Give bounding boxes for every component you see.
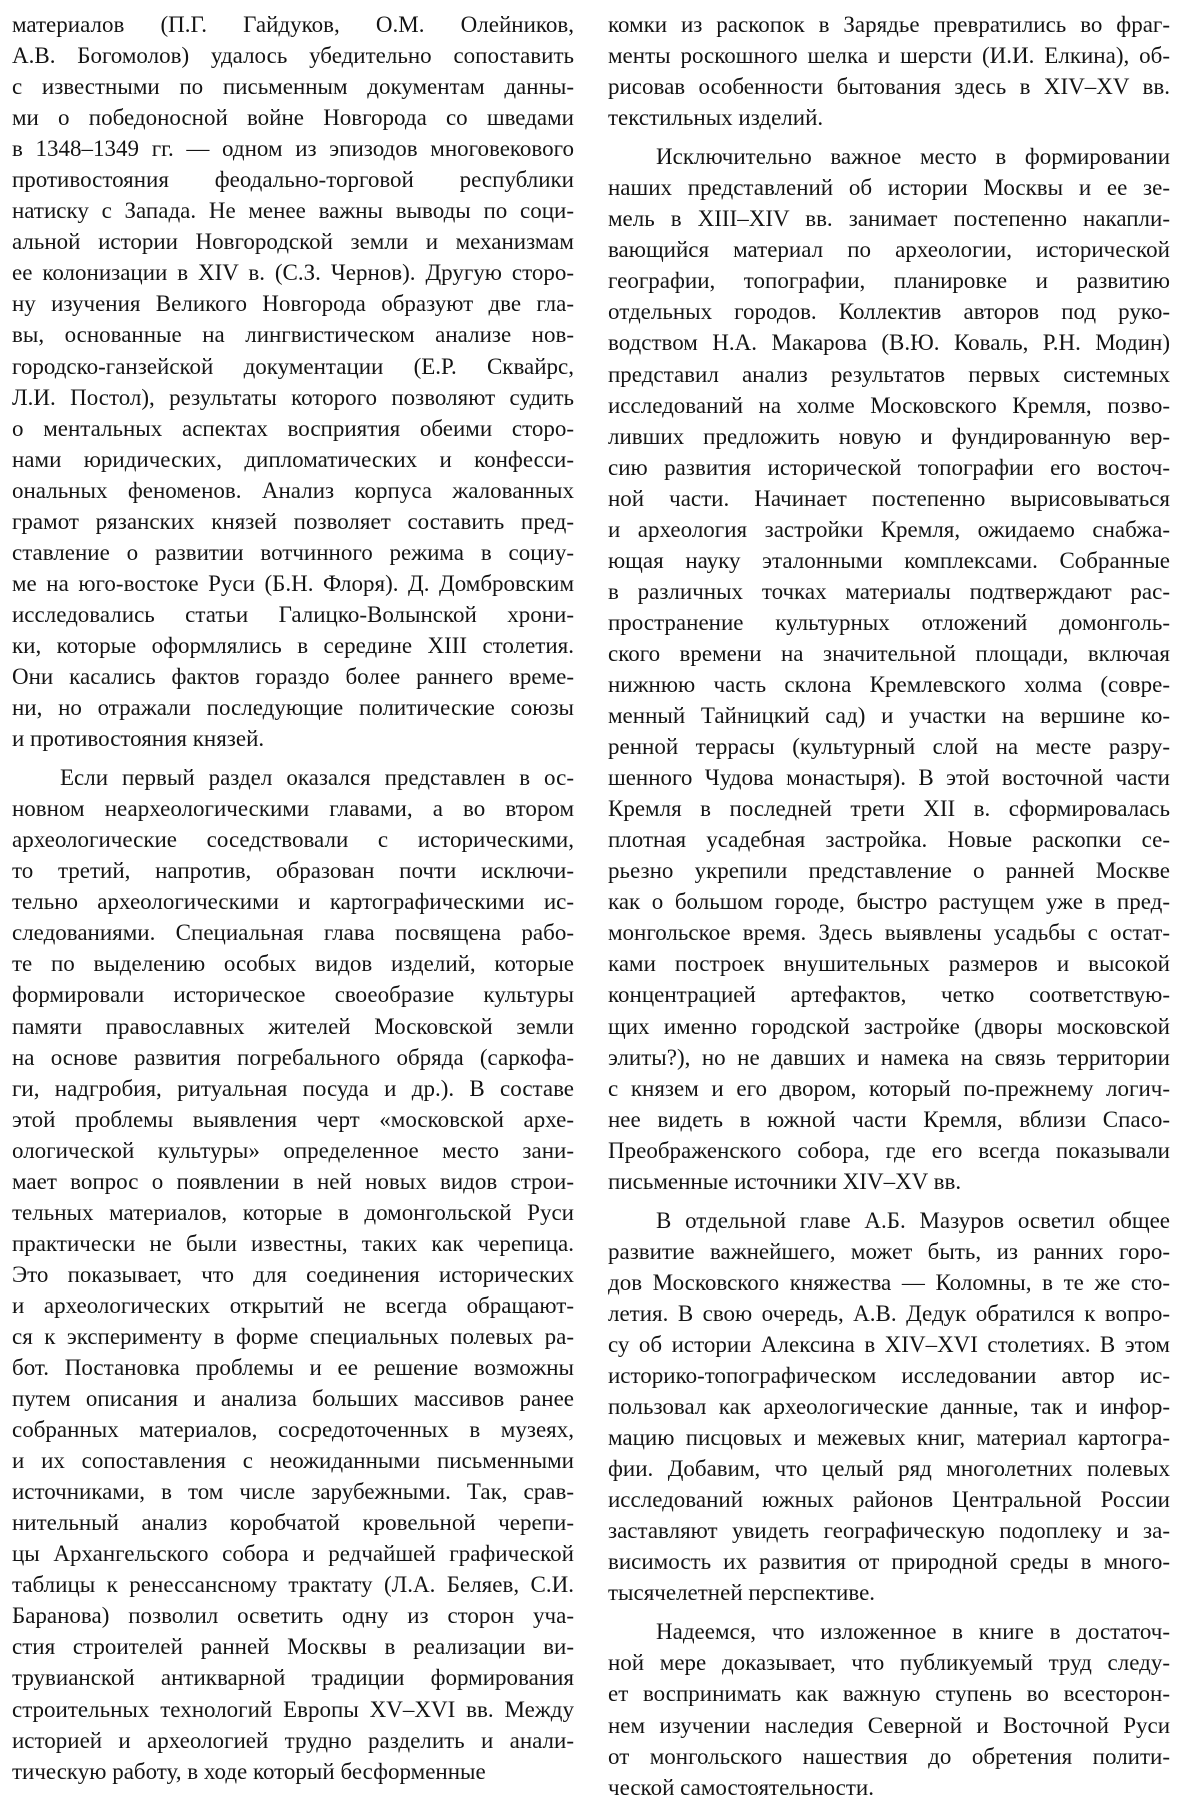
text-line: текстильных изделий. (608, 105, 824, 131)
text-line: исследовались статьи Галицко-Волынской хрони- (12, 601, 574, 627)
text-line: Л.И. Постол), результаты которого позволяют судить (12, 384, 574, 410)
text-line: пространение культурных отложений домонголь- (608, 609, 1170, 635)
text-line: и их сопоставления с неожиданными письменными (12, 1448, 574, 1474)
paragraph (608, 1616, 1170, 1802)
text-line: ной мере доказывает, что публикуемый труд следу- (608, 1650, 1170, 1676)
text-line: Надеемся, что изложенное в книге в достаточ- (656, 1619, 1170, 1645)
text-line: висимость их развития от природной среды в много- (608, 1549, 1170, 1575)
text-line: рисовав особенности бытования здесь в XIV–XV вв. (608, 74, 1170, 100)
paragraph (608, 141, 1170, 1197)
text-line: тысячелетней перспективе. (608, 1580, 876, 1606)
text-line: противостояния феодально-торговой республики (12, 167, 574, 193)
text-line: ме на юго-востоке Руси (Б.Н. Флоря). Д. Домбровским (12, 570, 574, 596)
text-line: фии. Добавим, что целый ряд многолетних полевых (608, 1456, 1170, 1482)
text-line: рьезно укрепили представление о ранней Москве (608, 858, 1170, 884)
text-line: ет воспринимать как важную ступень во всесторон- (608, 1681, 1170, 1707)
text-line: как о большом городе, быстро растущем уже в пред- (608, 889, 1170, 915)
text-line: нижнюю часть склона Кремлевского холма (совре- (608, 671, 1170, 697)
text-line: альной истории Новгородской земли и механизмам (12, 229, 574, 255)
text-line: ее колонизации в XIV в. (С.З. Чернов). Другую сторо- (12, 260, 574, 286)
text-line: ми о победоносной войне Новгорода со шведами (12, 105, 574, 131)
text-line: ставление о развитии вотчинного режима в социу- (12, 539, 574, 565)
text-line: ну изучения Великого Новгорода образуют две гла- (12, 291, 574, 317)
text-line: Баранова) позволил осветить одну из сторон уча- (12, 1603, 574, 1629)
text-line: ющая науку эталонными комплексами. Собранные (608, 547, 1170, 573)
text-line: ни, но отражали последующие политические союзы (12, 695, 574, 721)
text-line: на основе развития погребального обряда (саркофа- (12, 1044, 574, 1070)
text-line: ся к эксперименту в форме специальных полевых ра- (12, 1323, 574, 1349)
text-line: вающийся материал по археологии, исторической (608, 237, 1170, 263)
text-line: историей и археологией трудно разделить и анали- (12, 1727, 574, 1753)
paragraph (12, 9, 574, 754)
text-line: тельных материалов, которые в домонгольской Руси (12, 1199, 574, 1225)
text-line: исследований южных районов Центральной России (608, 1487, 1170, 1513)
text-line: менный Тайницкий сад) и участки на вершине ко- (608, 703, 1170, 729)
text-line: наших представлений об истории Москвы и ее зе- (608, 175, 1170, 201)
text-line: заставляют увидеть географическую подоплеку и за- (608, 1518, 1170, 1544)
text-line: представил анализ результатов первых системных (608, 361, 1170, 387)
text-line: мель в XIII–XIV вв. занимает постепенно накапли- (608, 206, 1170, 232)
text-line: о ментальных аспектах восприятия обеими сторо- (12, 415, 574, 441)
text-line: мацию писцовых и межевых книг, материал картогра- (608, 1425, 1170, 1451)
text-line: Преображенского собора, где его всегда показывали (608, 1137, 1170, 1163)
text-line: ной части. Начинает постепенно вырисовываться (608, 485, 1170, 511)
text-line: ки, которые оформлялись в середине XIII столетия. (12, 632, 574, 658)
text-line: письменные источники XIV–XV вв. (608, 1168, 962, 1194)
text-line: Если первый раздел оказался представлен в ос- (60, 765, 574, 791)
text-line: В отдельной главе А.Б. Мазуров осветил общее (656, 1207, 1170, 1233)
text-line: строительных технологий Европы XV–XVI вв. Между (12, 1696, 574, 1722)
text-line: географии, топографии, планировке и развитию (608, 268, 1170, 294)
text-line: те по выделению особых видов изделий, которые (12, 951, 574, 977)
text-line: Они касались фактов гораздо более раннего време- (12, 663, 574, 689)
text-line: археологические соседствовали с историческими, (12, 827, 574, 853)
text-line: элиты?), но не давших и намека на связь территории (608, 1044, 1170, 1070)
text-line: нами юридических, дипломатических и конфесси- (12, 446, 574, 472)
text-line: су об истории Алексина в XIV–XVI столетиях. В этом (608, 1331, 1170, 1357)
text-line: водством Н.А. Макарова (В.Ю. Коваль, Р.Н. Модин) (608, 330, 1170, 356)
text-line: Исключительно важное место в формировании (656, 144, 1170, 170)
text-line: ками построек внушительных размеров и высокой (608, 951, 1170, 977)
text-line: исследований на холме Московского Кремля, позво- (608, 392, 1170, 418)
paragraph-gap (608, 133, 1170, 141)
text-line: тическую работу, в ходе который бесформенные (12, 1758, 486, 1784)
text-line: историко-топографическом исследовании автор ис- (608, 1363, 1170, 1389)
text-line: менты роскошного шелка и шерсти (И.И. Елкина), об- (608, 43, 1170, 69)
text-line: дов Московского княжества — Коломны, в те же сто- (608, 1269, 1170, 1295)
text-line: городско-ганзейской документации (Е.Р. Сквайрс, (12, 353, 574, 379)
text-line: и археологических открытий не всегда обращают- (12, 1292, 574, 1318)
text-line: грамот рязанских князей позволяет составить пред- (12, 508, 574, 534)
text-line: то третий, напротив, образован почти исключи- (12, 858, 574, 884)
paragraph (608, 1205, 1170, 1609)
text-line: с князем и его двором, который по-прежнему логич- (608, 1075, 1170, 1101)
text-line: комки из раскопок в Зарядье превратились во фраг- (608, 12, 1170, 37)
text-line: ренной террасы (культурный слой на месте разру- (608, 734, 1170, 760)
text-line: плотная усадебная застройка. Новые раскопки се- (608, 827, 1170, 853)
text-line: ональных феноменов. Анализ корпуса жалованных (12, 477, 574, 503)
text-line: концентрацией артефактов, четко соответствую- (608, 982, 1170, 1008)
text-line: ги, надгробия, ритуальная посуда и др.). В составе (12, 1075, 574, 1101)
text-line: трувианской антикварной традиции формирования (12, 1665, 574, 1691)
text-line: цы Архангельского собора и редчайшей графической (12, 1541, 574, 1567)
text-line: отдельных городов. Коллектив авторов под руко- (608, 299, 1170, 325)
text-line: нительный анализ коробчатой кровельной черепи- (12, 1510, 574, 1536)
text-line: ского времени на значительной площади, включая (608, 640, 1170, 666)
text-line: от монгольского нашествия до обретения полити- (608, 1743, 1170, 1769)
paragraph (608, 9, 1170, 133)
text-line: и противостояния князей. (12, 726, 265, 752)
paragraph-gap (12, 754, 574, 762)
text-line: ческой самостоятельности. (608, 1774, 874, 1800)
text-line: собранных материалов, сосредоточенных в музеях, (12, 1417, 574, 1443)
left-text-column (12, 9, 574, 1784)
text-line: таблицы к ренессансному трактату (Л.А. Беляев, С.И. (12, 1572, 574, 1598)
text-line: развитие важнейшего, может быть, из ранних горо- (608, 1238, 1170, 1264)
text-line: мает вопрос о появлении в ней новых видов строи- (12, 1168, 574, 1194)
text-line: новном неархеологическими главами, а во втором (12, 796, 574, 822)
text-line: тельно археологическими и картографическими ис- (12, 889, 574, 915)
text-line: бот. Постановка проблемы и ее решение возможны (12, 1355, 574, 1381)
text-line: памяти православных жителей Московской земли (12, 1013, 574, 1039)
text-line: нее видеть в южной части Кремля, вблизи Спасо- (608, 1106, 1170, 1132)
text-line: натиску с Запада. Не менее важны выводы по соци- (12, 198, 574, 224)
text-line: источниками, в том числе зарубежными. Так, срав- (12, 1479, 574, 1505)
text-line: сию развития исторической топографии его восточ- (608, 454, 1170, 480)
text-line: летия. В свою очередь, А.В. Дедук обратился к вопро- (608, 1300, 1170, 1326)
text-line: Это показывает, что для соединения исторических (12, 1261, 574, 1287)
text-line: пользовал как археологические данные, так и инфор- (608, 1394, 1170, 1420)
text-line: А.В. Богомолов) удалось убедительно сопоставить (12, 43, 574, 69)
text-line: нем изучении наследия Северной и Восточной Руси (608, 1712, 1170, 1738)
text-line: щих именно городской застройке (дворы московской (608, 1013, 1170, 1039)
paragraph-gap (608, 1197, 1170, 1205)
text-line: материалов (П.Г. Гайдуков, О.М. Олейников, (12, 12, 574, 37)
text-line: монгольское время. Здесь выявлены усадьбы с остат- (608, 920, 1170, 946)
right-text-column (608, 9, 1170, 1800)
text-line: следованиями. Специальная глава посвящена рабо- (12, 920, 574, 946)
text-line: в различных точках материалы подтверждают рас- (608, 578, 1170, 604)
text-line: путем описания и анализа больших массивов ранее (12, 1386, 574, 1412)
text-line: вы, основанные на лингвистическом анализе нов- (12, 322, 574, 348)
text-line: и археология застройки Кремля, ожидаемо снабжа- (608, 516, 1170, 542)
paragraph-gap (608, 1608, 1170, 1616)
text-line: этой проблемы выявления черт «московской архе- (12, 1106, 574, 1132)
text-line: формировали историческое своеобразие культуры (12, 982, 574, 1008)
text-line: ливших предложить новую и фундированную вер- (608, 423, 1170, 449)
paragraph (12, 762, 574, 1787)
text-line: ологической культуры» определенное место зани- (12, 1137, 574, 1163)
text-line: в 1348–1349 гг. — одном из эпизодов многовекового (12, 136, 574, 162)
text-line: Кремля в последней трети XII в. сформировалась (608, 796, 1170, 822)
text-line: шенного Чудова монастыря). В этой восточной части (608, 765, 1170, 791)
text-line: практически не были известны, таких как черепица. (12, 1230, 574, 1256)
text-line: с известными по письменным документам данны- (12, 74, 574, 100)
text-line: стия строителей ранней Москвы в реализации ви- (12, 1634, 574, 1660)
